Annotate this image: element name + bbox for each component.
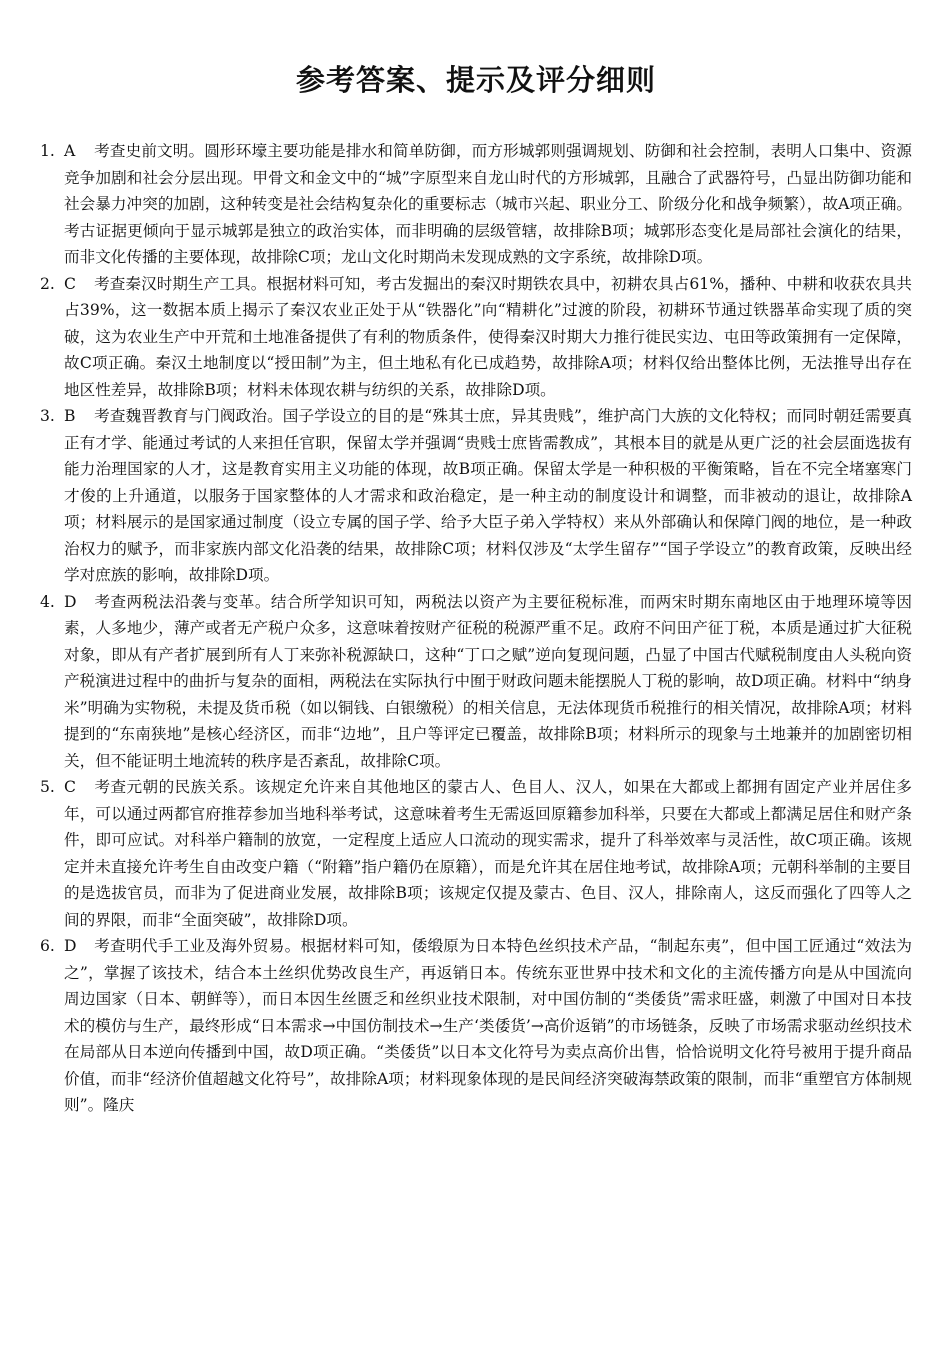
answer-explanation: 考查两税法沿袭与变革。结合所学知识可知，两税法以资产为主要征税标准，而两宋时期东南地区由于地理环境等因素，人多地少，薄产或者无产税户众多，这意味着按财产征税的税源严重不足。政府不问田产征丁税，本质是通过扩大征税对象，即从有产者扩展到所有人丁来弥补税源缺口，这种“丁口之赋”逆向复现问题，凸显了中国古代赋税制度由人头税向资产税演进过程中的曲折与复杂的面相，两税法在实际执行中囿于财政问题未能摆脱人丁税的影响，故D项正确。材料中“纳身米”明确为实物税，未提及货币税（如以铜钱、白银缴税）的相关信息，无法体现货币税推行的相关情况，故排除A项；材料提到的“东南狭地”是核心经济区，而非“边地”，且户等评定已覆盖，故排除B项；材料所示的现象与土地兼并的加剧密切相关，但不能证明土地流转的秩序是否紊乱，故排除C项。 xyxy=(64,592,912,770)
answer-item-4 xyxy=(40,589,912,775)
answer-item-5 xyxy=(40,774,912,933)
answer-item-3 xyxy=(40,403,912,589)
answer-item-2 xyxy=(40,271,912,404)
answer-item-1 xyxy=(40,138,912,271)
answer-explanation: 考查秦汉时期生产工具。根据材料可知，考古发掘出的秦汉时期铁农具中，初耕农具占61%，播种、中耕和收获农具共占39%，这一数据本质上揭示了秦汉农业正处于从“铁器化”向“精耕化”过渡的阶段，初耕环节通过铁器革命实现了质的突破，这为农业生产中开荒和土地准备提供了有利的物质条件，使得秦汉时期大力推行徙民实边、屯田等政策拥有一定保障，故C项正确。秦汉土地制度以“授田制”为主，但土地私有化已成趋势，故排除A项；材料仅给出整体比例，无法推导出存在地区性差异，故排除B项；材料未体现农耕与纺织的关系，故排除D项。 xyxy=(64,274,912,399)
answer-explanation: 考查史前文明。圆形环壕主要功能是排水和简单防御，而方形城郭则强调规划、防御和社会控制，表明人口集中、资源竞争加剧和社会分层出现。甲骨文和金文中的“城”字原型来自龙山时代的方形城郭，且融合了武器符号，凸显出防御功能和社会暴力冲突的加剧，这种转变是社会结构复杂化的重要标志（城市兴起、职业分工、阶级分化和战争频繁），故A项正确。考古证据更倾向于显示城郭是独立的政治实体，而非明确的层级管辖，故排除B项；城郭形态变化是局部社会演化的结果，而非文化传播的主要体现，故排除C项；龙山文化时期尚未发现成熟的文字系统，故排除D项。 xyxy=(64,142,912,266)
answer-number: 2. xyxy=(40,274,55,293)
answer-number: 5. xyxy=(40,778,55,796)
answer-number: 6. xyxy=(40,937,55,955)
answer-key: C xyxy=(64,778,76,796)
answer-explanation: 考查魏晋教育与门阀政治。国子学设立的目的是“殊其士庶，异其贵贱”，维护高门大族的文化特权；而同时朝廷需要真正有才学、能通过考试的人来担任官职，保留太学并强调“贵贱士庶皆需教成”，其根本目的就是从更广泛的社会层面选拔有能力治理国家的人才，这是教育实用主义功能的体现，故B项正确。保留太学是一种积极的平衡策略，旨在不完全堵塞寒门才俊的上升通道，以服务于国家整体的人才需求和政治稳定，是一种主动的制度设计和调整，而非被动的退让，故排除A项；材料展示的是国家通过制度（设立专属的国子学、给予大臣子弟入学特权）来从外部确认和保障门阀的地位，是一种政治权力的赋予，而非家族内部文化沿袭的结果，故排除C项；材料仅涉及“太学生留存”“国子学设立”的教育政策，反映出经学对庶族的影响，故排除D项。 xyxy=(64,407,912,584)
answer-explanation: 考查元朝的民族关系。该规定允许来自其他地区的蒙古人、色目人、汉人，如果在大都或上都拥有固定产业并居住多年，可以通过两都官府推荐参加当地科举考试，这意味着考生无需返回原籍参加科举，只要在大都或上都满足居住和财产条件，即可应试。对科举户籍制的放宽，一定程度上适应人口流动的现实需求，提升了科举效率与灵活性，故C项正确。该规定并未直接允许考生自由改变户籍（“附籍”指户籍仍在原籍），而是允许其在居住地考试，故排除A项；元朝科举制的主要目的是选拔官员，而非为了促进商业发展，故排除B项；该规定仅提及蒙古、色目、汉人，排除南人，这反而强化了四等人之间的界限，而非“全面突破”，故排除D项。 xyxy=(64,778,912,929)
answer-number: 1. xyxy=(40,142,55,160)
answer-key: C xyxy=(64,274,76,293)
answer-number: 4. xyxy=(40,592,55,611)
answer-key: D xyxy=(64,937,77,955)
answer-item-6 xyxy=(40,933,912,1119)
answer-key: A xyxy=(64,142,76,160)
page-title: 参考答案、提示及评分细则 xyxy=(295,63,656,97)
answer-explanation: 考查明代手工业及海外贸易。根据材料可知，倭缎原为日本特色丝织技术产品，“制起东夷”，但中国工匠通过“效法为之”，掌握了该技术，结合本土丝织优势改良生产，再返销日本。传统东亚世界中技术和文化的主流传播方向是从中国流向周边国家（日本、朝鲜等），而日本因生丝匮乏和丝织业技术限制，对中国仿制的“类倭货”需求旺盛，刺激了中国对日本技术的模仿与生产，最终形成“日本需求→中国仿制技术→生产‘类倭货’→高价返销”的市场链条，反映了市场需求驱动丝织技术在局部从日本逆向传播到中国，故D项正确。“类倭货”以日本文化符号为卖点高价出售，恰恰说明文化符号被用于提升商品价值，而非“经济价值超越文化符号”，故排除A项；材料现象体现的是民间经济突破海禁政策的限制，而非“重塑官方体制规则”。隆庆 xyxy=(64,937,912,1114)
answer-number: 3. xyxy=(40,407,55,425)
answer-key: B xyxy=(64,407,76,425)
answer-key: D xyxy=(64,592,77,611)
